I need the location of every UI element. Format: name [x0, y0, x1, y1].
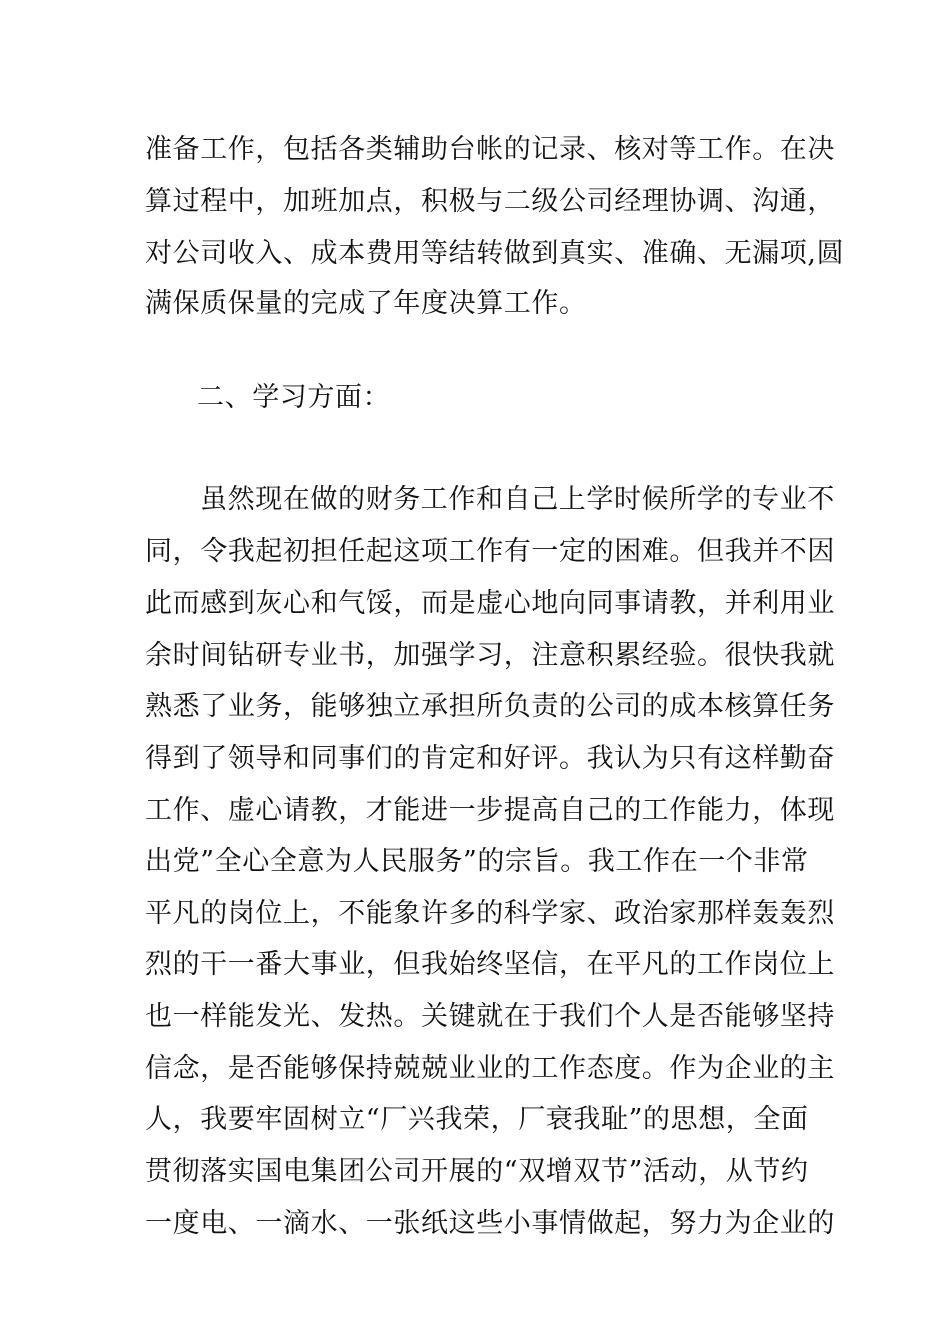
paragraph-2-line-15: 一度电、一滴水、一张纸这些小事情做起，努力为企业的: [145, 1208, 835, 1239]
paragraph-2-line-7: 工作、虚心请教，才能进一步提高自己的工作能力，体现: [145, 795, 835, 826]
paragraph-1-line-4: 满保质保量的完成了年度决算工作。: [145, 288, 587, 319]
paragraph-2-line-9: 平凡的岗位上，不能象许多的科学家、政治家那样轰轰烈: [145, 898, 835, 929]
paragraph-2-line-10: 烈的干一番大事业，但我始终坚信，在平凡的工作岗位上: [145, 949, 835, 980]
paragraph-1-line-2: 算过程中，加班加点，积极与二级公司经理协调、沟通，: [145, 186, 835, 217]
paragraph-2-line-1: 虽然现在做的财务工作和自己上学时候所学的专业不: [200, 484, 835, 515]
paragraph-2-line-3: 此而感到灰心和气馁，而是虚心地向同事请教，并利用业: [145, 588, 835, 619]
paragraph-2-line-5: 熟悉了业务，能够独立承担所负责的公司的成本核算任务: [145, 691, 835, 722]
paragraph-1-line-1: 准备工作，包括各类辅助台帐的记录、核对等工作。在决: [145, 134, 835, 165]
paragraph-2-line-6: 得到了领导和同事们的肯定和好评。我认为只有这样勤奋: [145, 743, 835, 774]
paragraph-2-line-13: 人，我要牢固树立“厂兴我荣，厂衰我耻”的思想，全面: [145, 1104, 809, 1135]
paragraph-2-line-14: 贯彻落实国电集团公司开展的“双增双节”活动，从节约: [145, 1156, 809, 1187]
paragraph-1-line-3: 对公司收入、成本费用等结转做到真实、准确、无漏项,圆: [145, 238, 845, 269]
section-heading: 二、学习方面：: [197, 382, 391, 413]
paragraph-2-line-11: 也一样能发光、发热。关键就在于我们个人是否能够坚持: [145, 1001, 835, 1032]
paragraph-2-line-2: 同，令我起初担任起这项工作有一定的困难。但我并不因: [145, 536, 835, 567]
paragraph-2-line-8: 出党”全心全意为人民服务”的宗旨。我工作在一个非常: [145, 846, 809, 877]
paragraph-2-line-4: 余时间钻研专业书，加强学习，注意积累经验。很快我就: [145, 640, 835, 671]
paragraph-2-line-12: 信念，是否能够保持兢兢业业的工作态度。作为企业的主: [145, 1053, 835, 1084]
